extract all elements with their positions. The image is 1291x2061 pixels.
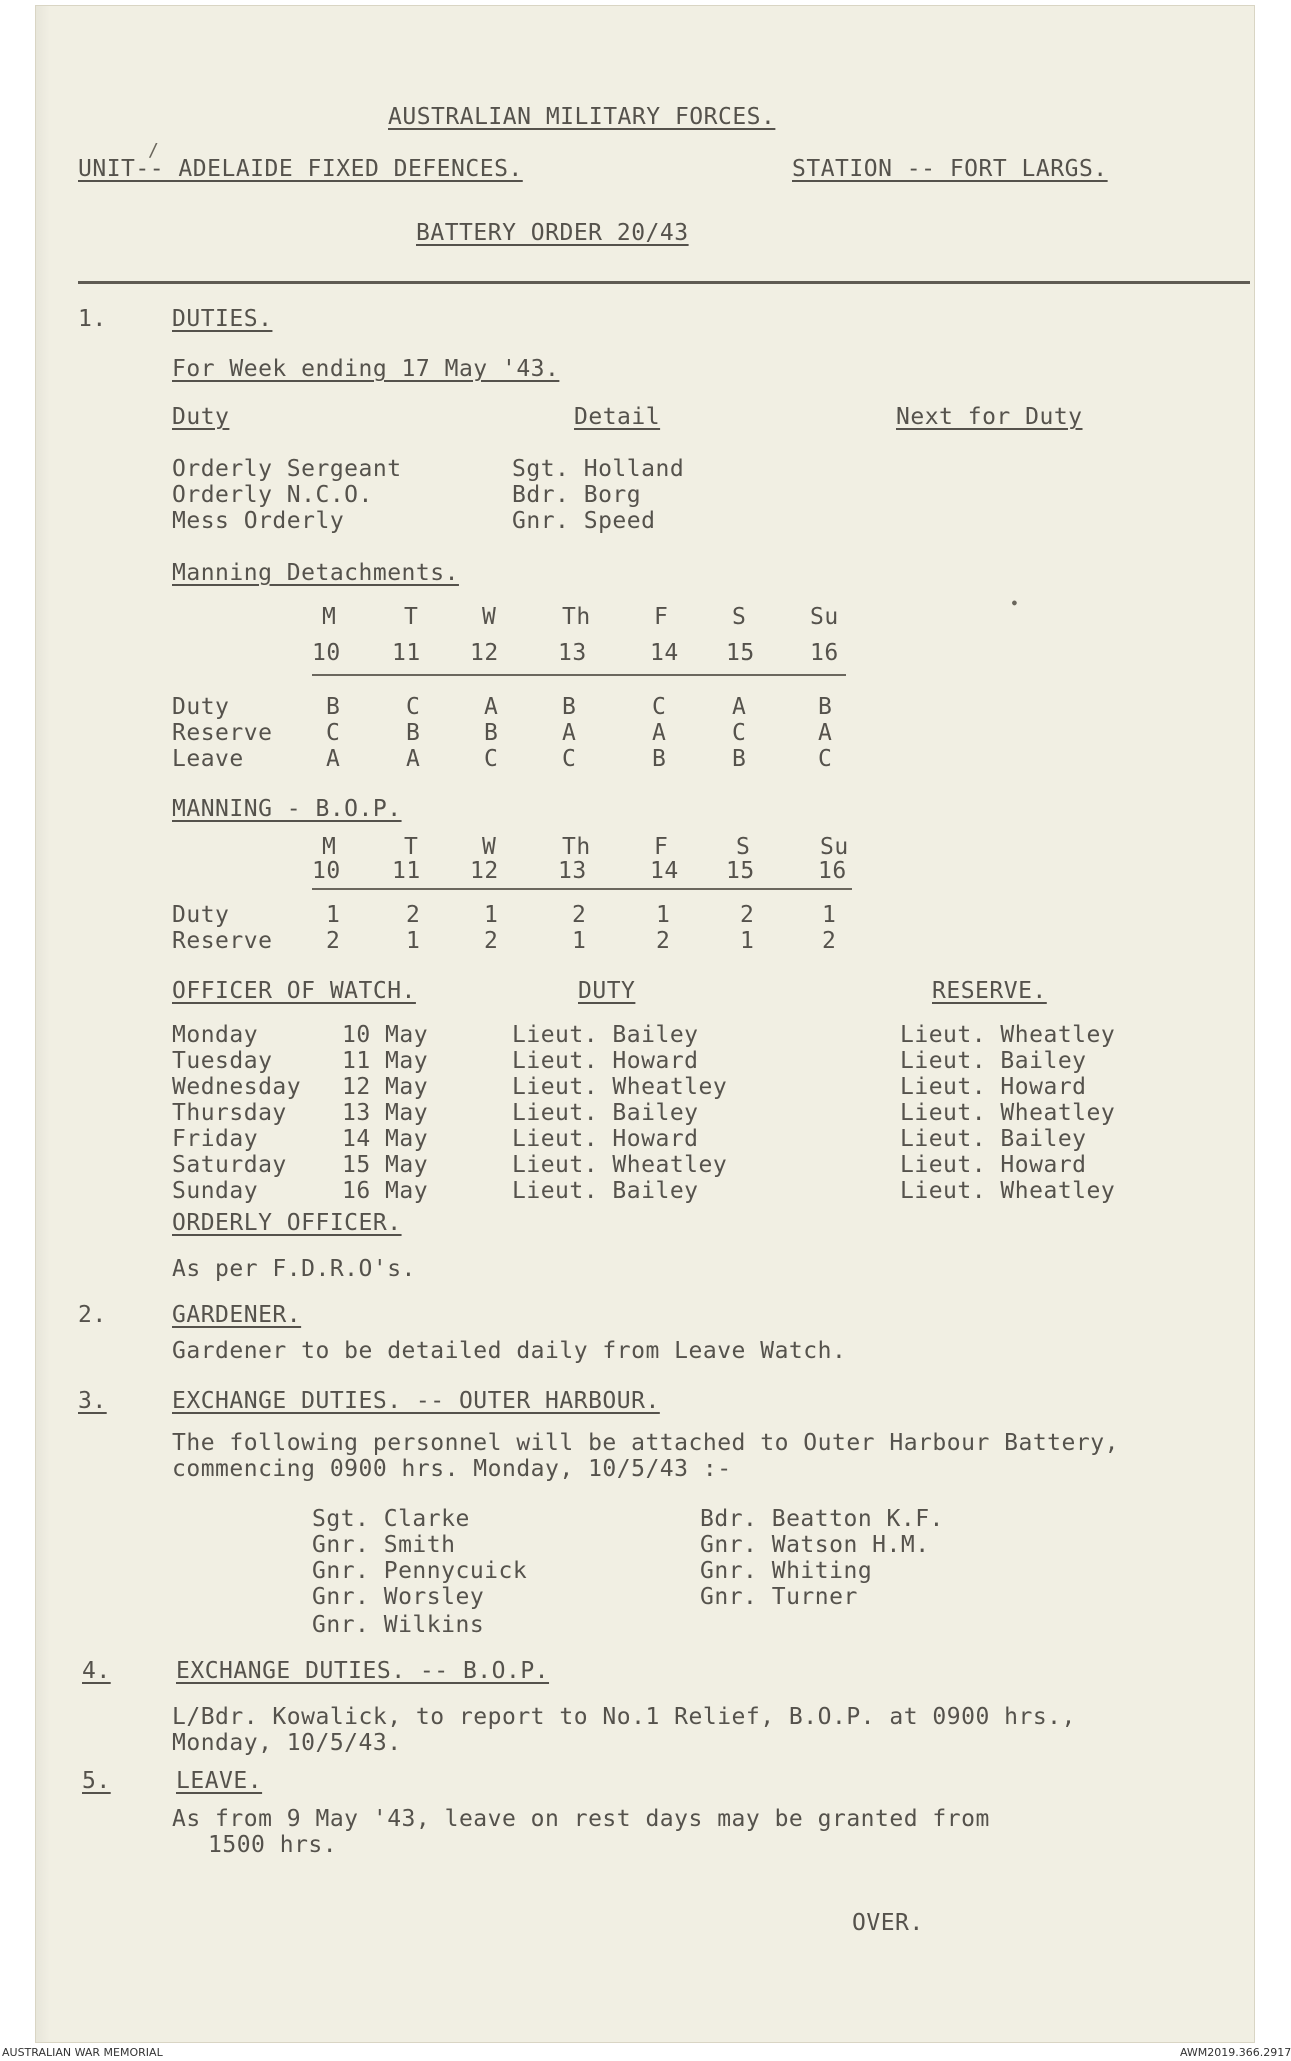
leave-text-line-2: 1500 hrs. xyxy=(208,1832,338,1858)
duty-row-detail: Bdr. Borg xyxy=(512,482,642,508)
date-header: 13 xyxy=(558,858,587,884)
date-header: 12 xyxy=(470,640,499,666)
personnel-name: Gnr. Worsley xyxy=(312,1584,485,1610)
bop-row-label: Reserve xyxy=(172,928,273,954)
week-ending-line: For Week ending 17 May '43. xyxy=(172,356,560,382)
bop-cell: 1 xyxy=(572,928,587,954)
over-marker: OVER. xyxy=(852,1910,924,1936)
manning-cell: A xyxy=(652,720,667,746)
station-line: STATION -- FORT LARGS. xyxy=(792,156,1108,182)
section-3-number: 3. xyxy=(78,1388,107,1414)
personnel-name: Gnr. Watson H.M. xyxy=(700,1532,930,1558)
unit-line: UNIT-- ADELAIDE FIXED DEFENCES. xyxy=(78,156,523,182)
watch-date: 15 May xyxy=(342,1152,429,1178)
bop-cell: 1 xyxy=(406,928,421,954)
date-header: 16 xyxy=(818,858,847,884)
watch-date: 12 May xyxy=(342,1074,429,1100)
manning-cell: A xyxy=(732,694,747,720)
day-header: M xyxy=(322,834,337,860)
header-rule xyxy=(78,281,1250,284)
page-edge-shadow xyxy=(36,6,50,2042)
date-header: 15 xyxy=(726,640,755,666)
bop-cell: 2 xyxy=(326,928,341,954)
watch-day: Thursday xyxy=(172,1100,287,1126)
manning-row-label: Duty xyxy=(172,694,230,720)
watch-day: Saturday xyxy=(172,1152,287,1178)
watch-day: Tuesday xyxy=(172,1048,273,1074)
watch-date: 13 May xyxy=(342,1100,429,1126)
manning-table-rule xyxy=(312,674,846,676)
watch-date: 16 May xyxy=(342,1178,429,1204)
date-header: 15 xyxy=(726,858,755,884)
manning-cell: C xyxy=(326,720,341,746)
personnel-name: Gnr. Turner xyxy=(700,1584,858,1610)
archive-credit: AUSTRALIAN WAR MEMORIAL xyxy=(2,2046,163,2059)
personnel-name: Bdr. Beatton K.F. xyxy=(700,1506,944,1532)
day-header: F xyxy=(654,834,669,860)
day-header: Su xyxy=(820,834,849,860)
bop-cell: 1 xyxy=(326,902,341,928)
manning-cell: C xyxy=(652,694,667,720)
day-header: S xyxy=(732,604,747,630)
day-header: T xyxy=(404,834,419,860)
manning-detachments-heading: Manning Detachments. xyxy=(172,560,459,586)
manning-cell: B xyxy=(562,694,577,720)
orderly-officer-heading: ORDERLY OFFICER. xyxy=(172,1210,402,1236)
manning-cell: A xyxy=(406,746,421,772)
day-header: F xyxy=(654,604,669,630)
paper-mark: / xyxy=(148,140,159,161)
manning-cell: C xyxy=(406,694,421,720)
exchange-outer-harbour-line-2: commencing 0900 hrs. Monday, 10/5/43 :- xyxy=(172,1456,732,1482)
section-3-heading: EXCHANGE DUTIES. -- OUTER HARBOUR. xyxy=(172,1388,660,1414)
watch-duty-column-header: DUTY xyxy=(578,978,636,1004)
bop-cell: 2 xyxy=(740,902,755,928)
document-title: AUSTRALIAN MILITARY FORCES. xyxy=(388,104,776,130)
manning-cell: A xyxy=(484,694,499,720)
detail-column-header: Detail xyxy=(574,404,661,430)
watch-reserve-officer: Lieut. Wheatley xyxy=(900,1100,1116,1126)
manning-cell: C xyxy=(732,720,747,746)
manning-cell: C xyxy=(818,746,833,772)
watch-duty-officer: Lieut. Howard xyxy=(512,1126,699,1152)
watch-day: Sunday xyxy=(172,1178,259,1204)
day-header: Th xyxy=(562,834,591,860)
watch-reserve-officer: Lieut. Wheatley xyxy=(900,1022,1116,1048)
manning-cell: B xyxy=(732,746,747,772)
watch-date: 14 May xyxy=(342,1126,429,1152)
section-2-number: 2. xyxy=(78,1302,107,1328)
day-header: M xyxy=(322,604,337,630)
section-5-heading: LEAVE. xyxy=(176,1768,263,1794)
section-5-number: 5. xyxy=(82,1768,111,1794)
next-for-duty-column-header: Next for Duty xyxy=(896,404,1083,430)
day-header: W xyxy=(482,604,497,630)
section-1-heading: DUTIES. xyxy=(172,306,273,332)
watch-day: Wednesday xyxy=(172,1074,302,1100)
watch-reserve-officer: Lieut. Howard xyxy=(900,1152,1087,1178)
date-header: 14 xyxy=(650,858,679,884)
personnel-name: Gnr. Pennycuick xyxy=(312,1558,528,1584)
orderly-officer-text: As per F.D.R.O's. xyxy=(172,1256,416,1282)
date-header: 11 xyxy=(392,640,421,666)
section-1-number: 1. xyxy=(78,306,107,332)
leave-text-line-1: As from 9 May '43, leave on rest days may be granted from xyxy=(172,1806,990,1832)
bop-row-label: Duty xyxy=(172,902,230,928)
manning-cell: A xyxy=(326,746,341,772)
watch-reserve-officer: Lieut. Wheatley xyxy=(900,1178,1116,1204)
date-header: 12 xyxy=(470,858,499,884)
date-header: 10 xyxy=(312,858,341,884)
watch-date: 11 May xyxy=(342,1048,429,1074)
archive-reference: AWM2019.366.2917 xyxy=(1180,2046,1291,2059)
section-4-number: 4. xyxy=(82,1658,111,1684)
manning-cell: B xyxy=(652,746,667,772)
bop-table-rule xyxy=(312,888,852,890)
officer-of-watch-heading: OFFICER OF WATCH. xyxy=(172,978,416,1004)
manning-cell: A xyxy=(818,720,833,746)
watch-duty-officer: Lieut. Bailey xyxy=(512,1022,699,1048)
bop-cell: 2 xyxy=(406,902,421,928)
paper-speck: ● xyxy=(1012,598,1017,607)
bop-cell: 2 xyxy=(656,928,671,954)
watch-date: 10 May xyxy=(342,1022,429,1048)
manning-cell: B xyxy=(406,720,421,746)
exchange-bop-line-1: L/Bdr. Kowalick, to report to No.1 Relief, B.O.P. at 0900 hrs., xyxy=(172,1704,1076,1730)
watch-duty-officer: Lieut. Bailey xyxy=(512,1100,699,1126)
day-header: Su xyxy=(810,604,839,630)
exchange-bop-line-2: Monday, 10/5/43. xyxy=(172,1730,402,1756)
watch-day: Monday xyxy=(172,1022,259,1048)
date-header: 14 xyxy=(650,640,679,666)
watch-reserve-officer: Lieut. Bailey xyxy=(900,1126,1087,1152)
section-2-heading: GARDENER. xyxy=(172,1302,302,1328)
manning-cell: A xyxy=(562,720,577,746)
exchange-outer-harbour-line-1: The following personnel will be attached to Outer Harbour Battery, xyxy=(172,1430,1119,1456)
duty-row-label: Orderly N.C.O. xyxy=(172,482,373,508)
gardener-text: Gardener to be detailed daily from Leave Watch. xyxy=(172,1338,847,1364)
day-header: T xyxy=(404,604,419,630)
date-header: 13 xyxy=(558,640,587,666)
bop-cell: 1 xyxy=(484,902,499,928)
manning-row-label: Leave xyxy=(172,746,244,772)
bop-cell: 2 xyxy=(822,928,837,954)
duty-column-header: Duty xyxy=(172,404,230,430)
manning-cell: B xyxy=(326,694,341,720)
manning-cell: B xyxy=(818,694,833,720)
personnel-name: Gnr. Smith xyxy=(312,1532,456,1558)
personnel-name: Gnr. Wilkins xyxy=(312,1612,485,1638)
section-4-heading: EXCHANGE DUTIES. -- B.O.P. xyxy=(176,1658,550,1684)
bop-cell: 2 xyxy=(484,928,499,954)
watch-duty-officer: Lieut. Wheatley xyxy=(512,1152,728,1178)
personnel-name: Sgt. Clarke xyxy=(312,1506,470,1532)
date-header: 16 xyxy=(810,640,839,666)
bop-cell: 2 xyxy=(572,902,587,928)
manning-cell: C xyxy=(562,746,577,772)
bop-cell: 1 xyxy=(822,902,837,928)
duty-row-label: Mess Orderly xyxy=(172,508,345,534)
personnel-name: Gnr. Whiting xyxy=(700,1558,873,1584)
watch-day: Friday xyxy=(172,1126,259,1152)
manning-row-label: Reserve xyxy=(172,720,273,746)
date-header: 10 xyxy=(312,640,341,666)
manning-cell: C xyxy=(484,746,499,772)
manning-cell: B xyxy=(484,720,499,746)
watch-duty-officer: Lieut. Howard xyxy=(512,1048,699,1074)
day-header: S xyxy=(736,834,751,860)
day-header: W xyxy=(482,834,497,860)
watch-reserve-officer: Lieut. Howard xyxy=(900,1074,1087,1100)
battery-order-number: BATTERY ORDER 20/43 xyxy=(416,220,689,246)
watch-reserve-column-header: RESERVE. xyxy=(932,978,1047,1004)
bop-manning-heading: MANNING - B.O.P. xyxy=(172,796,402,822)
watch-duty-officer: Lieut. Bailey xyxy=(512,1178,699,1204)
duty-row-detail: Sgt. Holland xyxy=(512,456,685,482)
bop-cell: 1 xyxy=(740,928,755,954)
duty-row-detail: Gnr. Speed xyxy=(512,508,656,534)
duty-row-label: Orderly Sergeant xyxy=(172,456,402,482)
bop-cell: 1 xyxy=(656,902,671,928)
watch-reserve-officer: Lieut. Bailey xyxy=(900,1048,1087,1074)
watch-duty-officer: Lieut. Wheatley xyxy=(512,1074,728,1100)
date-header: 11 xyxy=(392,858,421,884)
day-header: Th xyxy=(562,604,591,630)
